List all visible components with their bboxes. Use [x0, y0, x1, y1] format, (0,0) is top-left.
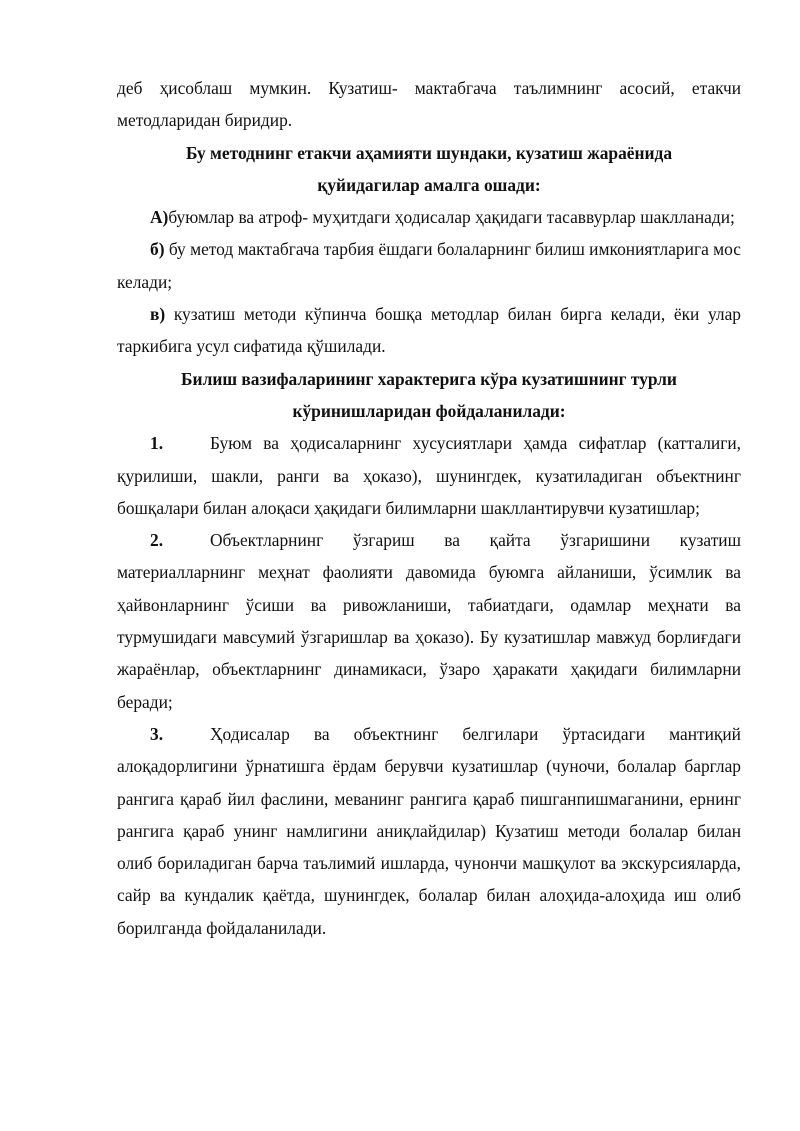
section-heading-2-line-2: кўринишларидан фойдаланилади: [292, 400, 566, 421]
item-text: бу метод мактабгача тарбия ёшдаги болаларнинг билиш имкониятларига мос келади; [117, 239, 741, 292]
item-number: 3. [150, 723, 164, 744]
section-heading-1-line-1: Бу методнинг етакчи аҳамияти шундаки, кузатиш жараёнида [185, 142, 673, 163]
lettered-item-v [117, 298, 741, 363]
section-heading-2-line-1: Билиш вазифаларининг характерига кўра кузатишнинг турли [181, 368, 677, 389]
item-marker: б) [150, 239, 165, 260]
document-page [117, 72, 741, 944]
intro-paragraph: деб ҳисоблаш мумкин. Кузатиш- мактабгача таълимнинг асосий, етакчи методларидан биридир. [117, 78, 741, 131]
item-marker: А) [150, 207, 169, 228]
numbered-item-1 [117, 427, 741, 524]
section-heading-1-line-2: қуйидагилар амалга ошади: [317, 174, 541, 195]
lettered-item-b [117, 233, 741, 298]
item-text: кузатиш методи кўпинча бошқа методлар билан бирга келади, ёки улар таркибига усул сифатида қўшилади. [117, 304, 741, 357]
item-number: 1. [150, 433, 164, 454]
section-heading-1 [117, 137, 741, 202]
item-text: Буюм ва ҳодисаларнинг хусусиятлари ҳамда сифатлар (катталиги, қурилиши, шакли, ранги ва ҳоказо), шунингдек, кузатиладиган объектнинг бошқалари билан алоқаси ҳақидаги билимларни шакллантирувчи кузатишлар; [117, 433, 741, 518]
item-number: 2. [150, 530, 164, 551]
item-marker: в) [150, 304, 166, 325]
numbered-item-3 [117, 718, 741, 944]
item-text: Объектларнинг ўзгариш ва қайта ўзгаришини кузатиш материалларнинг меҳнат фаолияти давомида буюмга айланиши, ўсимлик ва ҳайвонларнинг ўсиши ва ривожланиши, табиатдаги, одамлар меҳнати ва турмушидаги мавсумий ўзгаришлар ва ҳоказо). Бу кузатишлар мавжуд борлиғдаги жараёнлар, объектларнинг динамикаси, ўзаро ҳаракати ҳақидаги билимларни беради; [117, 530, 741, 712]
item-text: буюмлар ва атроф- муҳитдаги ҳодисалар ҳақидаги тасаввурлар шаклланади; [168, 207, 735, 228]
numbered-item-2 [117, 524, 741, 718]
section-heading-2 [117, 363, 741, 428]
lettered-item-a [117, 201, 741, 233]
item-text: Ҳодисалар ва объектнинг белгилари ўртасидаги мантиқий алоқадорлигини ўрнатишга ёрдам берувчи кузатишлар (чуночи, болалар барглар рангига қараб йил фаслини, меванинг рангига қараб пишганпишмаганини, ернинг рангига қараб унинг намлигини аниқлайдилар) Кузатиш методи болалар билан олиб бориладиган барча таълимий ишларда, чунончи машқулот ва экскурсияларда, сайр ва кундалик қаётда, шунингдек, болалар билан алоҳида-алоҳида иш олиб борилганда фойдаланилади. [117, 723, 741, 938]
